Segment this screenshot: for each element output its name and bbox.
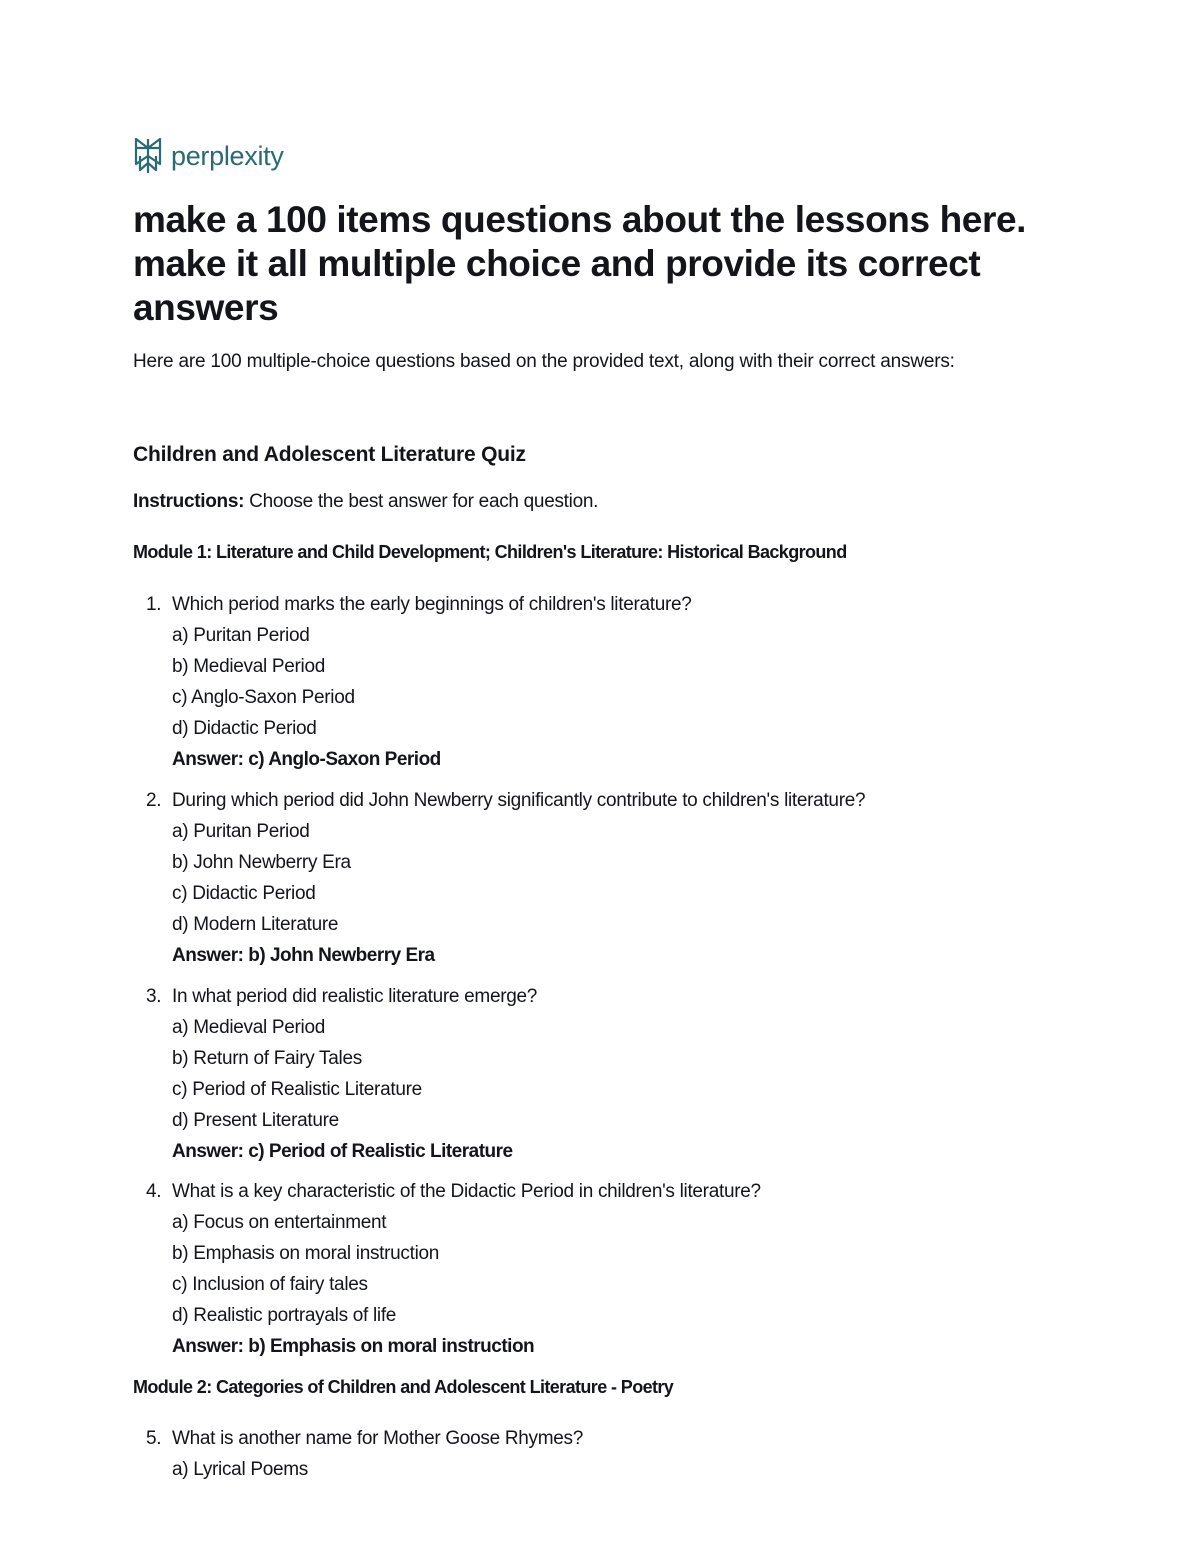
- answer-option: a) Puritan Period: [172, 625, 310, 646]
- intro-text: Here are 100 multiple-choice questions based on the provided text, along with their correct answers:: [133, 351, 955, 372]
- question-item: [146, 1176, 1046, 1362]
- instructions-label: Instructions:: [133, 491, 245, 512]
- answer-option: b) Emphasis on moral instruction: [172, 1243, 440, 1264]
- question-text: 1. Which period marks the early beginnings of children's literature?: [146, 589, 1046, 620]
- correct-answer: Answer: c) Anglo-Saxon Period: [172, 749, 441, 770]
- answer-option: c) Period of Realistic Literature: [172, 1079, 422, 1100]
- question-number: 3.: [146, 986, 162, 1007]
- answer-option: c) Anglo-Saxon Period: [172, 687, 355, 708]
- correct-answer: Answer: b) John Newberry Era: [172, 945, 435, 966]
- answer-option: b) Medieval Period: [172, 656, 326, 677]
- question-text: 3. In what period did realistic literature emerge?: [146, 981, 1046, 1012]
- answer-option: c) Inclusion of fairy tales: [172, 1274, 368, 1295]
- question-text: 4. What is a key characteristic of the Didactic Period in children's literature?: [146, 1176, 1046, 1207]
- answer-option: d) Didactic Period: [172, 718, 317, 739]
- module-heading: Module 1: Literature and Child Development; Children's Literature: Historical Background: [133, 542, 847, 562]
- instructions: [133, 488, 598, 516]
- question-item: [146, 589, 1046, 775]
- answer-option: a) Puritan Period: [172, 821, 310, 842]
- question-item: [146, 785, 1046, 971]
- correct-answer: Answer: c) Period of Realistic Literature: [172, 1141, 513, 1162]
- quiz-title: Children and Adolescent Literature Quiz: [133, 443, 526, 466]
- question-text: 5. What is another name for Mother Goose Rhymes?: [146, 1423, 1046, 1454]
- perplexity-logo-icon: [133, 137, 163, 175]
- question-number: 4.: [146, 1181, 162, 1202]
- question-number: 5.: [146, 1428, 162, 1449]
- answer-option: a) Focus on entertainment: [172, 1212, 387, 1233]
- answer-option: b) Return of Fairy Tales: [172, 1048, 362, 1069]
- question-text: 2. During which period did John Newberry significantly contribute to children's literature?: [146, 785, 1046, 816]
- question-item: [146, 1423, 1046, 1485]
- answer-option: c) Didactic Period: [172, 883, 316, 904]
- answer-option: d) Realistic portrayals of life: [172, 1305, 397, 1326]
- question-number: 1.: [146, 594, 162, 615]
- question-number: 2.: [146, 790, 162, 811]
- page-title: make a 100 items questions about the lessons here. make it all multiple choice and provide its correct answers: [133, 199, 1027, 328]
- answer-option: d) Modern Literature: [172, 914, 339, 935]
- brand-name: perplexity: [171, 140, 284, 171]
- answer-option: a) Lyrical Poems: [172, 1459, 308, 1480]
- answer-option: d) Present Literature: [172, 1110, 339, 1131]
- brand-logo: [133, 136, 284, 176]
- answer-option: b) John Newberry Era: [172, 852, 351, 873]
- correct-answer: Answer: b) Emphasis on moral instruction: [172, 1336, 535, 1357]
- question-item: [146, 981, 1046, 1167]
- answer-option: a) Medieval Period: [172, 1017, 326, 1038]
- instructions-text: Choose the best answer for each question.: [249, 491, 599, 512]
- module-heading: Module 2: Categories of Children and Adolescent Literature - Poetry: [133, 1377, 674, 1397]
